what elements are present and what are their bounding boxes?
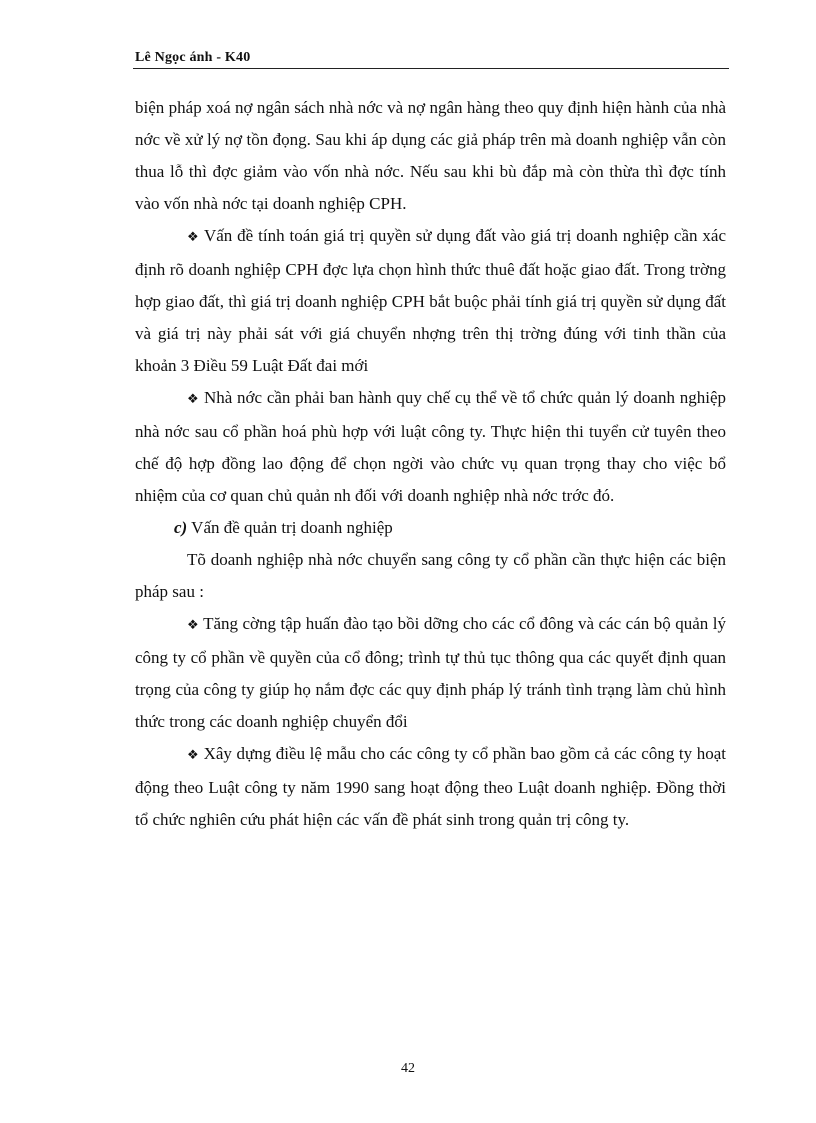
diamond-bullet-icon: ❖	[187, 230, 200, 245]
bullet-item-state-regulation	[135, 382, 726, 512]
bullet-text: Tăng cờng tập huấn đào tạo bồi dỡng cho các cổ đông và các cán bộ quản lý công ty cổ phần về quyền của cổ đông; trình tự thủ tục thông qua các quyết định quan trọng của công ty giúp họ nắm đợc các quy định pháp lý tránh tình trạng làm chủ hình thức trong các doanh nghiệp chuyển đổi	[135, 614, 726, 731]
bullet-text: Xây dựng điều lệ mẫu cho các công ty cổ phần bao gồm cả các công ty hoạt động theo Luật công ty năm 1990 sang hoạt động theo Luật doanh nghiệp. Đồng thời tổ chức nghiên cứu phát hiện các vấn đề phát sinh trong quản trị công ty.	[135, 744, 727, 829]
paragraph-continuation: biện pháp xoá nợ ngân sách nhà nớc và nợ ngân hàng theo quy định hiện hành của nhà nớc về xử lý nợ tồn đọng. Sau khi áp dụng các giả pháp trên mà doanh nghiệp vẫn còn thua lỗ thì đợc giảm vào vốn nhà nớc. Nếu sau khi bù đắp mà còn thừa thì đợc tính vào vốn nhà nớc tại doanh nghiệp CPH.	[135, 98, 726, 213]
bullet-item-training	[135, 608, 726, 738]
section-heading	[135, 512, 726, 544]
diamond-bullet-icon: ❖	[187, 618, 199, 633]
page-body	[135, 92, 726, 836]
header-divider	[133, 68, 729, 69]
bullet-text: Vấn đề tính toán giá trị quyền sử dụng đất vào giá trị doanh nghiệp cần xác định rõ doanh nghiệp CPH đợc lựa chọn hình thức thuê đất hoặc giao đất. Trong trờng hợp giao đất, thì giá trị doanh nghiệp CPH bắt buộc phải tính giá trị quyền sử dụng đất và giá trị này phải sát với giá chuyển nhợng trên thị trờng đúng với tinh thần của khoản 3 Điều 59 Luật Đất đai mới	[135, 226, 726, 375]
diamond-bullet-icon: ❖	[187, 748, 199, 763]
bullet-item-charter	[135, 738, 726, 836]
page-number: 42	[401, 1061, 415, 1076]
section-title: Vấn đề quản trị doanh nghiệp	[187, 518, 393, 537]
diamond-bullet-icon: ❖	[187, 392, 200, 407]
bullet-text: Nhà nớc cần phải ban hành quy chế cụ thể về tổ chức quản lý doanh nghiệp nhà nớc sau cổ phần hoá phù hợp với luật công ty. Thực hiện thi tuyển cử tuyên theo chế độ hợp đồng lao động để chọn ngời vào chức vụ quan trọng thay cho việc bổ nhiệm của cơ quan chủ quản nh đối với doanh nghiệp nhà nớc trớc đó.	[135, 388, 727, 505]
bullet-item-land-value	[135, 220, 726, 382]
section-letter: c)	[174, 518, 188, 537]
running-header: Lê Ngọc ánh - K40	[135, 50, 251, 65]
paragraph-intro: Tõ doanh nghiệp nhà nớc chuyển sang công ty cổ phần cần thực hiện các biện pháp sau :	[135, 550, 726, 601]
